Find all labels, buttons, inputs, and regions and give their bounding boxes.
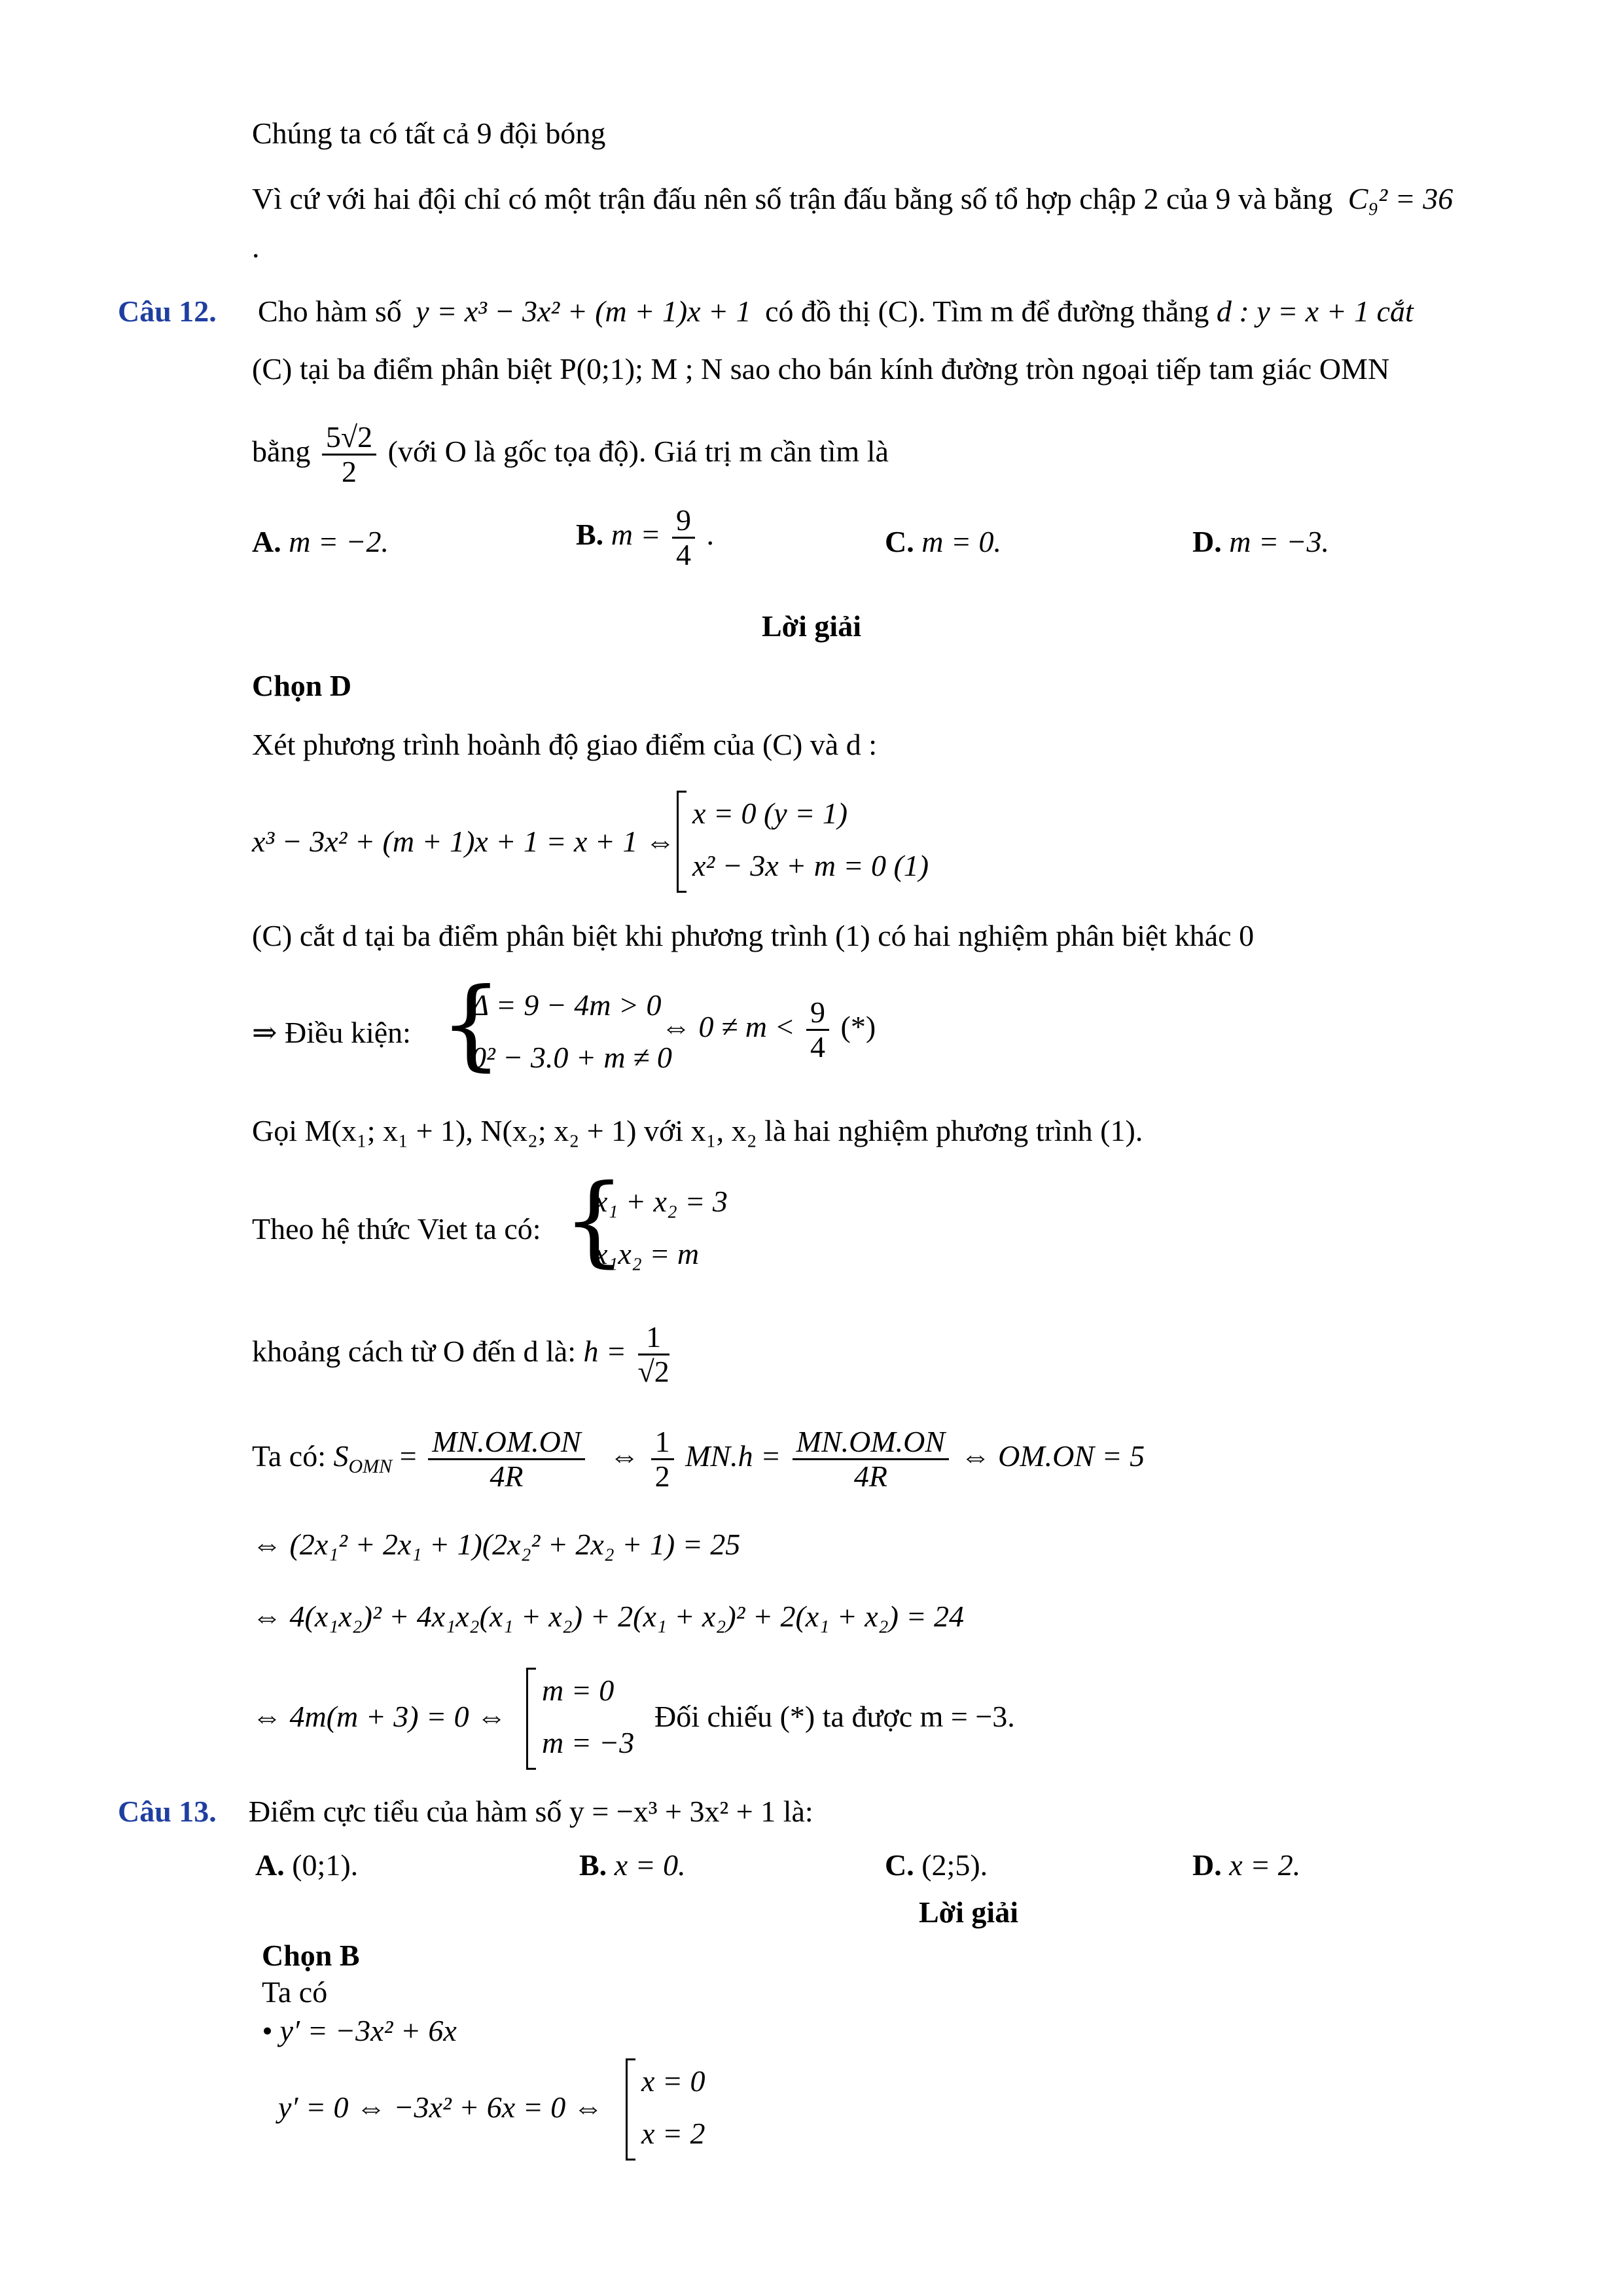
q12-l1-c: (C). Tìm m để đường thẳng: [878, 295, 1209, 328]
q12-step-4-rhs: [661, 996, 876, 1064]
q12-step-7-h: h =: [583, 1335, 627, 1368]
q13-option-c-label: C.: [885, 1848, 914, 1882]
q12-step-8-lhs: Ta có:: [252, 1439, 327, 1473]
q12-step-7-lhs: khoảng cách từ O đến d là:: [252, 1335, 576, 1368]
question-13-text: Điểm cực tiểu của hàm số y = −x³ + 3x² + 1 là:: [249, 1795, 813, 1828]
q12-area-sub: OMN: [348, 1456, 393, 1478]
q13-option-d: [1192, 1847, 1300, 1884]
q12-step-6-product: x₁x₂ = m: [594, 1237, 700, 1270]
q12-option-b-num: 9: [672, 504, 695, 539]
q12-step-4-den: 4: [810, 1030, 826, 1064]
q12-solution-title: Lời giải: [762, 609, 861, 643]
q12-step-8-num-1: MN.OM.ON: [428, 1426, 584, 1460]
q12-step-11-bracket: [526, 1668, 536, 1770]
q12-option-b-fraction: [672, 504, 695, 571]
intro-line-1: Chúng ta có tất cả 9 đội bóng: [252, 117, 606, 150]
q13-option-b: [579, 1847, 686, 1884]
q12-radius-fraction: [322, 421, 376, 488]
q12-step-2-case-1: x = 0 (y = 1): [692, 797, 848, 830]
q12-step-9: ⇔ (2x₁² + 2x₁ + 1)(2x₂² + 2x₂ + 1) = 25: [252, 1528, 741, 1561]
q12-step-11-lhs: ⇔ 4m(m + 3) = 0 ⇔: [252, 1700, 507, 1733]
q13-step-3-bracket: [626, 2058, 635, 2161]
q12-l1-a: Cho hàm số: [258, 295, 402, 328]
q13-option-b-text: x = 0.: [614, 1848, 686, 1882]
q13-step-3-case-2: x = 2: [641, 2117, 705, 2150]
q12-step-8-iff: ⇔: [609, 1439, 640, 1473]
q12-step-8-fraction-3: [793, 1426, 949, 1493]
q12-step-7: [252, 1309, 673, 1394]
q12-option-a-text: m = −2.: [289, 525, 389, 558]
q12-option-b-text: m =: [611, 518, 661, 552]
q12-option-c-text: m = 0.: [921, 525, 1001, 558]
q12-step-4-star: (*): [840, 1010, 876, 1044]
q12-l3-a: bằng: [252, 435, 311, 468]
question-13-label: Câu 13.: [118, 1795, 217, 1828]
q12-option-a-label: A.: [252, 525, 281, 558]
intro-combination-formula: C₉² = 36: [1347, 182, 1454, 215]
q12-step-2-bracket: [677, 791, 687, 893]
q12-step-11-rhs: Đối chiếu (*) ta được m = −3.: [654, 1700, 1015, 1733]
q12-step-8-fraction-2: [651, 1426, 674, 1493]
q12-step-8-end: ⇔ OM.ON = 5: [960, 1439, 1145, 1473]
q12-option-c: [885, 524, 1001, 560]
q12-step-10: ⇔ 4(x₁x₂)² + 4x₁x₂(x₁ + x₂) + 2(x₁ + x₂)² + 2(x₁ + x₂) = 24: [252, 1600, 965, 1633]
intro-line-3: .: [252, 230, 260, 264]
intro-line-2-text: Vì cứ với hai đội chỉ có một trận đấu nên số trận đấu bằng số tổ hợp chập 2 của 9 và bằng: [252, 182, 1333, 215]
q12-radius-den: 2: [342, 454, 357, 488]
question-12-label: Câu 12.: [118, 295, 217, 328]
q12-l3-b: (với O là gốc tọa độ). Giá trị m cần tìm là: [387, 435, 889, 468]
q12-step-1: Xét phương trình hoành độ giao điểm của (C) và d :: [252, 728, 877, 761]
q13-solution-title: Lời giải: [919, 1895, 1018, 1929]
q12-step-6-brace: {: [563, 1164, 626, 1278]
q12-option-d-text: m = −3.: [1229, 525, 1330, 558]
q12-step-7-den: √2: [637, 1354, 669, 1388]
q12-step-7-fraction: [638, 1321, 669, 1388]
q13-option-c: [885, 1847, 988, 1884]
q12-option-d-label: D.: [1192, 525, 1222, 558]
q12-step-2-lhs: x³ − 3x² + (m + 1)x + 1 = x + 1 ⇔: [252, 825, 675, 858]
q12-l1-b: có đồ thị: [765, 295, 871, 328]
q12-function: y = x³ − 3x² + (m + 1)x + 1: [416, 295, 751, 328]
q12-step-4-num: 9: [806, 996, 829, 1031]
q12-line-d: d : y = x + 1 cắt: [1216, 295, 1414, 328]
q12-step-4-lhs: ⇒ Điều kiện:: [252, 1016, 411, 1049]
q12-step-11-case-1: m = 0: [542, 1674, 615, 1707]
q12-step-8: [252, 1414, 1145, 1509]
q13-option-d-label: D.: [1192, 1848, 1222, 1882]
q12-step-8-mid: MN.h =: [685, 1439, 781, 1473]
q12-step-6-sum: x₁ + x₂ = 3: [594, 1185, 728, 1218]
q12-step-7-num: 1: [638, 1321, 669, 1355]
question-12-line-3: [252, 412, 889, 491]
q12-area-symbol: [333, 1439, 393, 1478]
question-12-line-1: [258, 293, 1501, 330]
q13-option-a-label: A.: [255, 1848, 285, 1882]
q12-option-b-dot: .: [706, 518, 714, 552]
q12-step-8-fraction-1: [428, 1426, 584, 1493]
q13-step-1: Ta có: [262, 1975, 328, 2009]
q12-step-4-rhs-a: ⇔ 0 ≠ m <: [661, 1010, 795, 1044]
q12-step-8-num-3: MN.OM.ON: [793, 1426, 949, 1460]
q12-choice: Chọn D: [252, 669, 352, 702]
q12-step-5: Gọi M(x₁; x₁ + 1), N(x₂; x₂ + 1) với x₁, x₂ là hai nghiệm phương trình (1).: [252, 1114, 1143, 1147]
q12-step-8-num-2: 1: [651, 1426, 674, 1460]
q13-step-3-case-1: x = 0: [641, 2064, 705, 2098]
q12-step-4-fraction: [806, 996, 829, 1064]
q12-step-8-den-1: 4R: [490, 1459, 524, 1493]
question-12-line-2: (C) tại ba điểm phân biệt P(0;1); M ; N sao cho bán kính đường tròn ngoại tiếp tam giác OMN: [252, 352, 1390, 386]
q12-step-8-eq: =: [399, 1439, 417, 1473]
q13-option-b-label: B.: [579, 1848, 607, 1882]
q13-option-d-text: x = 2.: [1229, 1848, 1301, 1882]
q13-choice: Chọn B: [262, 1939, 360, 1972]
q12-option-a: [252, 524, 389, 560]
q12-radius-num: 5√2: [322, 421, 376, 456]
q12-step-4-cond-2: 0² − 3.0 + m ≠ 0: [471, 1041, 672, 1074]
q12-step-2-case-2: x² − 3x + m = 0 (1): [692, 849, 929, 882]
q12-option-d: [1192, 524, 1329, 560]
q12-option-b: [576, 504, 714, 571]
q12-step-4-cond-1: Δ = 9 − 4m > 0: [471, 988, 662, 1022]
q12-area-s: S: [333, 1439, 349, 1473]
q12-option-c-label: C.: [885, 525, 914, 558]
intro-line-2: [252, 181, 1453, 217]
q12-option-b-label: B.: [576, 518, 604, 552]
q13-option-c-text: (2;5).: [921, 1848, 988, 1882]
q13-step-3-lhs: y′ = 0 ⇔ −3x² + 6x = 0 ⇔: [278, 2090, 603, 2124]
q12-step-6-lhs: Theo hệ thức Viet ta có:: [252, 1212, 541, 1246]
q13-step-2: • y′ = −3x² + 6x: [262, 2014, 457, 2047]
q12-step-4-brace: {: [440, 967, 503, 1081]
q12-step-8-den-2: 2: [654, 1459, 670, 1493]
q12-option-b-den: 4: [675, 538, 691, 571]
q12-step-11-case-2: m = −3: [542, 1726, 635, 1759]
q13-option-a: [255, 1847, 358, 1884]
q13-option-a-text: (0;1).: [292, 1848, 359, 1882]
q12-step-8-den-3: 4R: [853, 1459, 887, 1493]
q12-step-3: (C) cắt d tại ba điểm phân biệt khi phương trình (1) có hai nghiệm phân biệt khác 0: [252, 919, 1255, 952]
